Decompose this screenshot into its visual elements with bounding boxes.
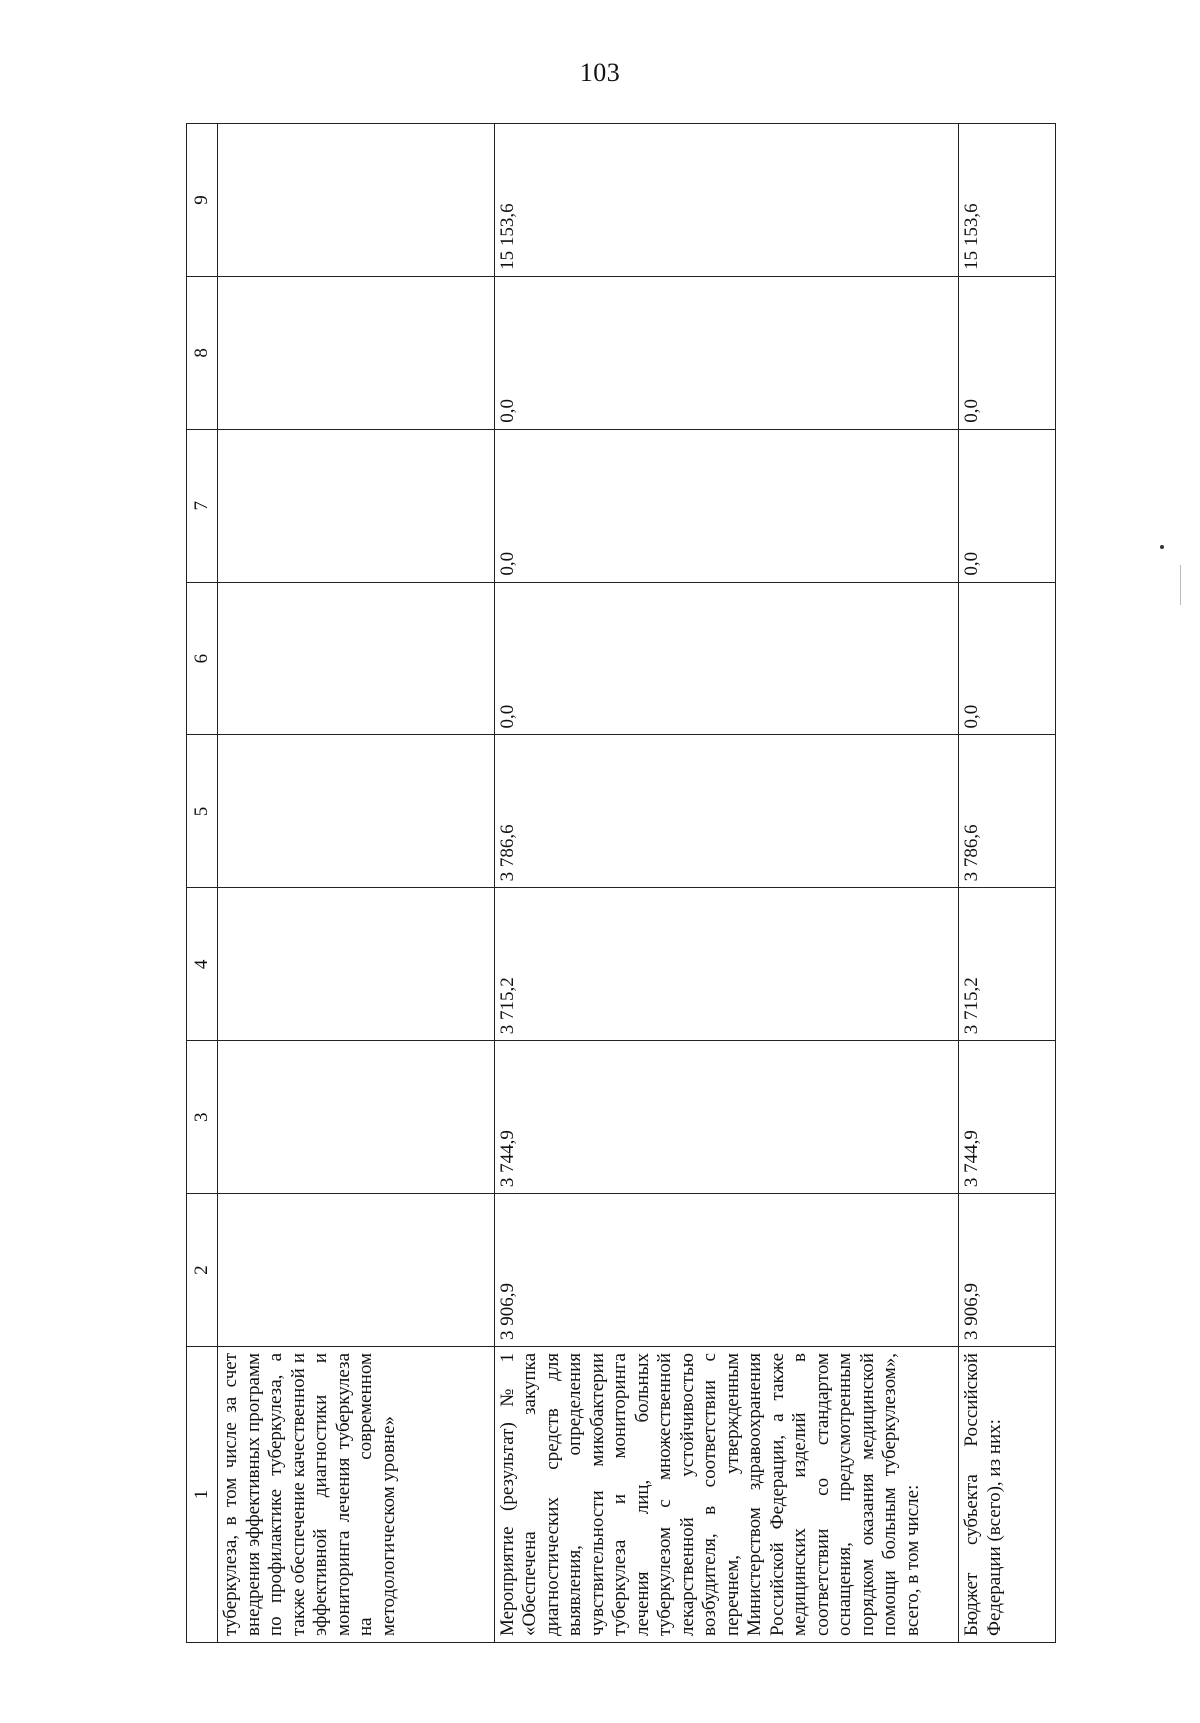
row-description: Мероприятие (результат) № 1 «Обеспечена закупка диагностических средств для выявления, определения чувствительности микобактерии туберкулеза и мониторинга лечения лиц, больных туберкулезом с множественной лекарственной устойчивостью возбудителя, в соответствии с перечнем, утвержденным Министерством здравоохранения Российской Федерации, а также медицинских изделий в соответствии со стандартом оснащения, предусмотренным порядком оказания медицинской помощи больным туберкулезом», всего, в том числе: (494, 1347, 958, 1643)
table-cell (218, 735, 495, 888)
table-cell: 15 153,6 (494, 124, 958, 277)
column-header: 2 (187, 1194, 218, 1347)
column-header: 8 (187, 276, 218, 429)
table-cell: 3 715,2 (959, 888, 1056, 1041)
table-cell (218, 276, 495, 429)
page-number: 103 (579, 58, 621, 87)
rotated-table-container (186, 123, 1056, 1643)
table-cell: 0,0 (494, 582, 958, 735)
column-header: 9 (187, 124, 218, 277)
budget-table (186, 123, 1056, 1643)
table-row (494, 124, 958, 1643)
column-header: 7 (187, 429, 218, 582)
scan-speck (1160, 545, 1164, 549)
table-cell: 3 744,9 (494, 1041, 958, 1194)
row-description: туберкулеза, в том числе за счет внедрения эффективных программ по профилактике туберкулеза, а также обеспечение качественной и эффективной диагностики и мониторинга лечения туберкулеза на современном методологическом уровне» (218, 1347, 495, 1643)
table-cell (218, 429, 495, 582)
scan-artifact-line (1180, 565, 1181, 605)
table-row (959, 124, 1056, 1643)
table-cell: 0,0 (494, 276, 958, 429)
table-cell (218, 1041, 495, 1194)
table-cell: 0,0 (959, 582, 1056, 735)
column-header: 4 (187, 888, 218, 1041)
column-header: 5 (187, 735, 218, 888)
column-header: 1 (187, 1347, 218, 1643)
table-cell: 15 153,6 (959, 124, 1056, 277)
table-cell: 3 786,6 (494, 735, 958, 888)
column-header: 3 (187, 1041, 218, 1194)
table-cell: 3 786,6 (959, 735, 1056, 888)
table-cell (218, 1194, 495, 1347)
table-cell (218, 124, 495, 277)
table-cell: 3 906,9 (494, 1194, 958, 1347)
table-cell: 3 906,9 (959, 1194, 1056, 1347)
column-header: 6 (187, 582, 218, 735)
table-header-row (187, 124, 218, 1643)
table-cell: 0,0 (494, 429, 958, 582)
row-description: Бюджет субъекта Российской Федерации (всего), из них: (959, 1347, 1056, 1643)
table-cell (218, 582, 495, 735)
table-row (218, 124, 495, 1643)
table-cell: 3 715,2 (494, 888, 958, 1041)
table-cell (218, 888, 495, 1041)
table-cell: 0,0 (959, 429, 1056, 582)
table-cell: 0,0 (959, 276, 1056, 429)
table-cell: 3 744,9 (959, 1041, 1056, 1194)
